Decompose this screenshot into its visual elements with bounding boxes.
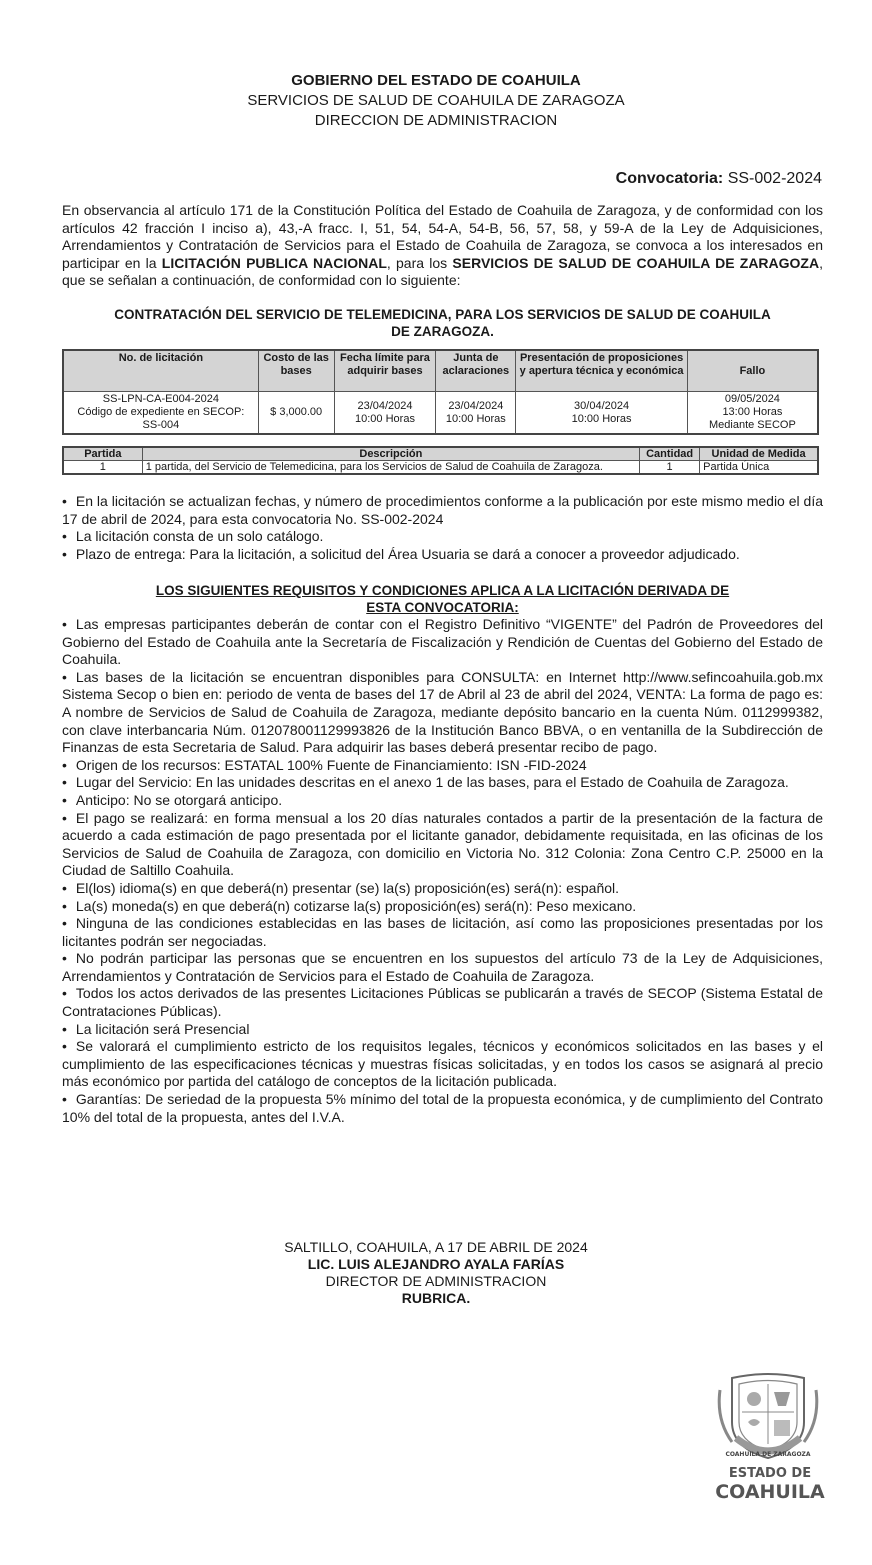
fecha-limite-time: 10:00 Horas: [355, 412, 415, 425]
secop-code: SS-004: [142, 419, 180, 431]
header-cell: Costo de las bases: [258, 350, 334, 392]
list-item: • Las bases de la licitación se encuentran disponibles para CONSULTA: en Internet http://www.sefincoahuila.gob.mx Sistema Secop o bien en: periodo de venta de bases del 17 de Abril al 23 de abril del 2024, VENTA: La forma de pago es: A nombre de Servicios de Salud de Coahuila de Zaragoza, mediante depósito bancario en la cuenta Núm. 0112999382, con clave interbancaria Núm. 012078001129993826 de la Institución Banco BBVA, o en ventanilla de la Subdirección de Finanzas de esta Secretaria de Salud. Para adquirir las bases deberá presentar recibo de pago.: [62, 669, 823, 757]
rubrica: RUBRICA.: [401, 1290, 471, 1306]
convocatoria-label: Convocatoria:: [615, 170, 724, 187]
partida-table: [62, 446, 819, 475]
descripcion-cell: 1 partida, del Servicio de Telemedicina, para los Servicios de Salud de Coahuila de Zaragoza.: [142, 461, 639, 475]
licitacion-cell: [63, 392, 258, 435]
convocatoria-number: [616, 170, 822, 188]
fallo-date: 09/05/2024: [724, 393, 780, 405]
cantidad-cell: 1: [640, 461, 700, 475]
junta-time: 10:00 Horas: [445, 412, 506, 425]
header-cell: No. de licitación: [63, 350, 258, 392]
requirements-title-1: LOS SIGUIENTES REQUISITOS Y CONDICIONES APLICA A LA LICITACIÓN DERIVADA DE: [155, 583, 730, 598]
licitacion-table: [62, 349, 819, 435]
list-item: • La(s) moneda(s) en que deberá(n) cotizarse la(s) proposición(es) será(n): Peso mexicano.: [62, 898, 823, 916]
intro-text-3: , que se señalan a continuación, de conformidad con lo siguiente:: [62, 254, 823, 289]
presentacion-time: 10:00 Horas: [571, 412, 632, 425]
department-title: DIRECCION DE ADMINISTRACION: [314, 112, 558, 129]
fecha-limite-date: 23/04/2024: [357, 399, 413, 412]
licitacion-number: SS-LPN-CA-E004-2024: [102, 393, 219, 405]
notes-list: [62, 493, 823, 563]
seal-text: COAHUILA DE ZARAGOZA: [725, 1451, 811, 1458]
header-cell: Fecha límite para adquirir bases: [334, 350, 436, 392]
list-item: • Garantías: De seriedad de la propuesta 5% mínimo del total de la propuesta económica, y de cumplimiento del Contrato 10% del total de la propuesta, antes del I.V.A.: [62, 1091, 823, 1126]
fallo-medium: Mediante SECOP: [709, 419, 796, 431]
header-cell: Partida: [63, 447, 142, 461]
list-item: • Plazo de entrega: Para la licitación, a solicitud del Área Usuaria se dará a conocer a proveedor adjudicado.: [62, 546, 823, 564]
table-row: [63, 461, 818, 475]
signer-name: LIC. LUIS ALEJANDRO AYALA FARÍAS: [307, 1256, 565, 1272]
unidad-cell: Partida Única: [700, 461, 818, 475]
list-item: • Las empresas participantes deberán de contar con el Registro Definitivo “VIGENTE” del Padrón de Proveedores del Gobierno del Estado de Coahuila ante la Secretaría de Fiscalización y Rendición de Cuentas del Gobierno del Estado de Coahuila.: [62, 616, 823, 669]
logo-line-2: COAHUILA: [715, 1481, 825, 1503]
logo-line-1: ESTADO DE: [728, 1466, 812, 1481]
costo-cell: $ 3,000.00: [258, 392, 334, 435]
subject-line-1: CONTRATACIÓN DEL SERVICIO DE TELEMEDICINA, PARA LOS SERVICIOS DE SALUD DE COAHUILA: [114, 307, 771, 322]
list-item: • No podrán participar las personas que se encuentren en los supuestos del artículo 73 de la Ley de Adquisiciones, Arrendamientos y Contratación de Servicios para el Estado de Coahuila de Zaragoza.: [62, 950, 823, 985]
list-item: • El(los) idioma(s) en que deberá(n) presentar (se) la(s) proposición(es) será(n): español.: [62, 880, 823, 898]
agency-title: SERVICIOS DE SALUD DE COAHUILA DE ZARAGOZA: [247, 92, 625, 109]
junta-date: 23/04/2024: [448, 399, 504, 412]
requirements-title-2: ESTA CONVOCATORIA:: [366, 600, 519, 615]
place-date: SALTILLO, COAHUILA, A 17 DE ABRIL DE 2024: [284, 1239, 588, 1255]
presentacion-cell: [516, 392, 688, 435]
government-title: GOBIERNO DEL ESTADO DE COAHUILA: [291, 72, 581, 89]
secop-label: Código de expediente en SECOP:: [77, 406, 245, 418]
list-item: • Todos los actos derivados de las presentes Licitaciones Públicas se publicarán a través de SECOP (Sistema Estatal de Contrataciones Públicas).: [62, 985, 823, 1020]
header-cell: Descripción: [142, 447, 639, 461]
subject-line-2: DE ZARAGOZA.: [391, 324, 494, 339]
table-header-row: [63, 447, 818, 461]
state-logo: [700, 1465, 840, 1502]
intro-text-1: En observancia al artículo 171 de la Constitución Política del Estado de Coahuila de Zaragoza, y de conformidad con los artículos 42 fracción I inciso a), 43,-A fracc. I, 51, 54, 54-A, 54-B, 56, 57, 58, y 59-A de la Ley de Adquisiciones, Arrendamientos y Contratación de Servicios para el Estado de Coahuila de Zaragoza, se convoca a los interesados en participar en la: [62, 202, 823, 271]
convocatoria-value: SS-002-2024: [727, 170, 822, 187]
list-item: • Anticipo: No se otorgará anticipo.: [62, 792, 823, 810]
table-row: [63, 392, 818, 435]
intro-text-2: , para los: [386, 254, 453, 271]
list-item: • Ninguna de las condiciones establecidas en las bases de licitación, así como las proposiciones presentadas por los licitantes podrán ser negociadas.: [62, 915, 823, 950]
list-item: • Origen de los recursos: ESTATAL 100% Fuente de Financiamiento: ISN -FID-2024: [62, 757, 823, 775]
header-cell: Unidad de Medida: [700, 447, 818, 461]
list-item: • En la licitación se actualizan fechas, y número de procedimientos conforme a la publicación por este mismo medio el día 17 de abril de 2024, para esta convocatoria No. SS-002-2024: [62, 493, 823, 528]
list-item: • Se valorará el cumplimiento estricto de los requisitos legales, técnicos y económicos solicitados en las bases y el cumplimiento de las especificaciones técnicas y muestras físicas solicitadas, y en todos los casos se asignará al precio más económico por partida del catálogo de conceptos de la licitación publicada.: [62, 1038, 823, 1091]
intro-bold-2: SERVICIOS DE SALUD DE COAHUILA DE ZARAGOZA: [452, 254, 820, 271]
partida-cell: 1: [63, 461, 142, 475]
fecha-limite-cell: [334, 392, 436, 435]
list-item: • La licitación será Presencial: [62, 1021, 823, 1039]
header-cell: Fallo: [687, 350, 818, 392]
intro-paragraph: [62, 202, 823, 290]
signer-position: DIRECTOR DE ADMINISTRACION: [325, 1273, 547, 1289]
requirements-list: [62, 616, 823, 1126]
header-cell: Cantidad: [640, 447, 700, 461]
fallo-time: 13:00 Horas: [722, 406, 783, 418]
table-header-row: [63, 350, 818, 392]
intro-bold-1: LICITACIÓN PUBLICA NACIONAL: [161, 254, 387, 271]
header-cell: Presentación de proposiciones y apertura técnica y económica: [516, 350, 688, 392]
junta-cell: [436, 392, 516, 435]
fallo-cell: [687, 392, 818, 435]
list-item: • El pago se realizará: en forma mensual a los 20 días naturales contados a partir de la presentación de la factura de acuerdo a cada estimación de pago presentada por el licitante ganador, debidamente requisitada, en las oficinas de los Servicios de Salud de Coahuila de Zaragoza, con domicilio en Victoria No. 312 Colonia: Zona Centro C.P. 25000 en la Ciudad de Saltillo Coahuila.: [62, 810, 823, 880]
list-item: • Lugar del Servicio: En las unidades descritas en el anexo 1 de las bases, para el Estado de Coahuila de Zaragoza.: [62, 774, 823, 792]
header-cell: Junta de aclaraciones: [436, 350, 516, 392]
coahuila-seal-icon: [712, 1372, 824, 1460]
presentacion-date: 30/04/2024: [574, 399, 630, 412]
list-item: • La licitación consta de un solo catálogo.: [62, 528, 823, 546]
